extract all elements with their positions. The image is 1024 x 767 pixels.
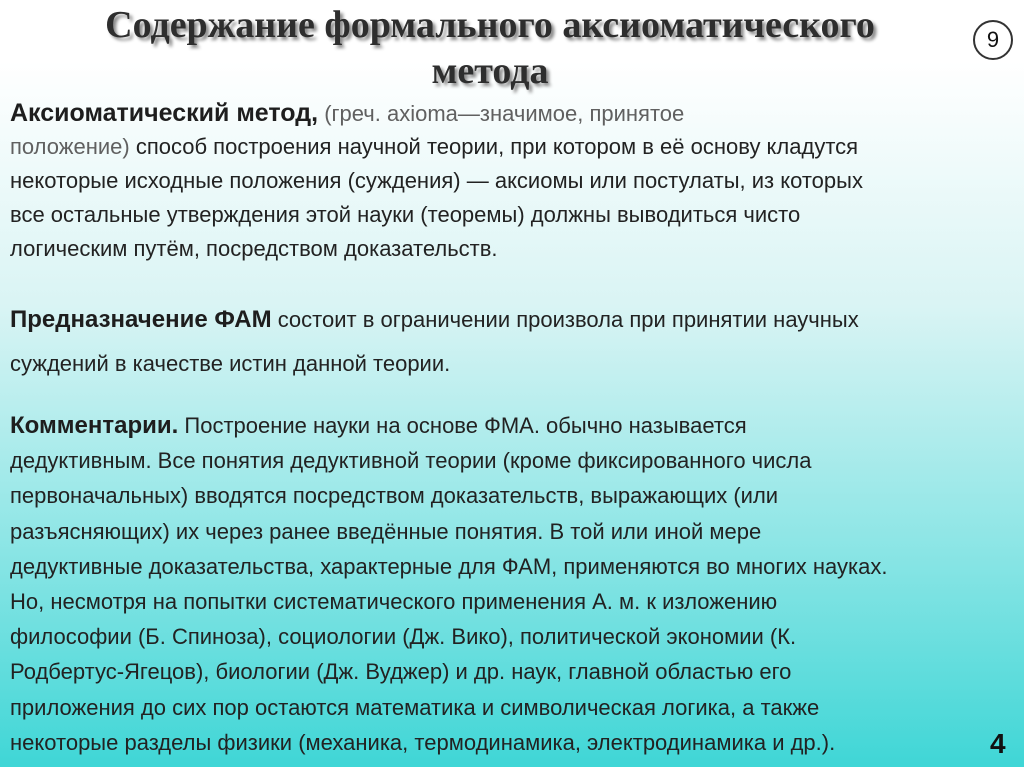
etymology-text-end: положение) xyxy=(10,134,130,159)
comments-text: Построение науки на основе ФМА. обычно называется xyxy=(184,413,747,438)
slide-title-line1: Содержание формального аксиоматического xyxy=(105,4,875,46)
comments-line: Родбертус-Ягецов), биологии (Дж. Вуджер) и др. наук, главной областью его xyxy=(10,659,792,685)
etymology-text: (греч. axioma—значимое, принятое xyxy=(324,101,685,126)
comments-line: дедуктивные доказательства, характерные для ФАМ, применяются во многих науках. xyxy=(10,553,888,579)
comments-line: философии (Б. Спиноза), социологии (Дж. Вико), политической экономии (К. xyxy=(10,624,797,650)
slide-title-line2: метода xyxy=(431,50,549,92)
comments-line: Но, несмотря на попытки систематического применения А. м. к изложению xyxy=(10,588,778,614)
comments-paragraph xyxy=(10,408,1024,760)
purpose-paragraph xyxy=(10,300,1024,388)
slide-number-badge: 9 xyxy=(973,20,1013,60)
comments-line: первоначальных) вводятся посредством доказательств, выражающих (или xyxy=(10,483,779,509)
definition-line: все остальные утверждения этой науки (теоремы) должны выводиться чисто xyxy=(10,202,801,227)
comments-line: разъясняющих) их через ранее введённые понятия. В той или иной мере xyxy=(10,518,762,544)
definition-text: способ построения научной теории, при котором в её основу кладутся xyxy=(135,134,859,159)
comments-line: некоторые разделы физики (механика, термодинамика, электродинамика и др.). xyxy=(10,729,836,755)
comments-line: приложения до сих пор остаются математика и символическая логика, а также xyxy=(10,694,820,720)
purpose-line: суждений в качестве истин данной теории. xyxy=(10,351,451,376)
purpose-text: состоит в ограничении произвола при принятии научных xyxy=(277,307,859,332)
definition-term: Аксиоматический метод, xyxy=(10,99,319,127)
definition-line: логическим путём, посредством доказательств. xyxy=(10,236,498,261)
comments-lead: Комментарии. xyxy=(10,412,179,439)
page-number: 4 xyxy=(990,728,1006,759)
definition-paragraph xyxy=(10,96,1024,266)
definition-line: некоторые исходные положения (суждения) — аксиомы или постулаты, из которых xyxy=(10,168,863,193)
comments-line: дедуктивным. Все понятия дедуктивной теории (кроме фиксированного числа xyxy=(10,448,812,474)
purpose-lead: Предназначение ФАМ xyxy=(10,306,272,333)
slide-title xyxy=(20,2,960,94)
